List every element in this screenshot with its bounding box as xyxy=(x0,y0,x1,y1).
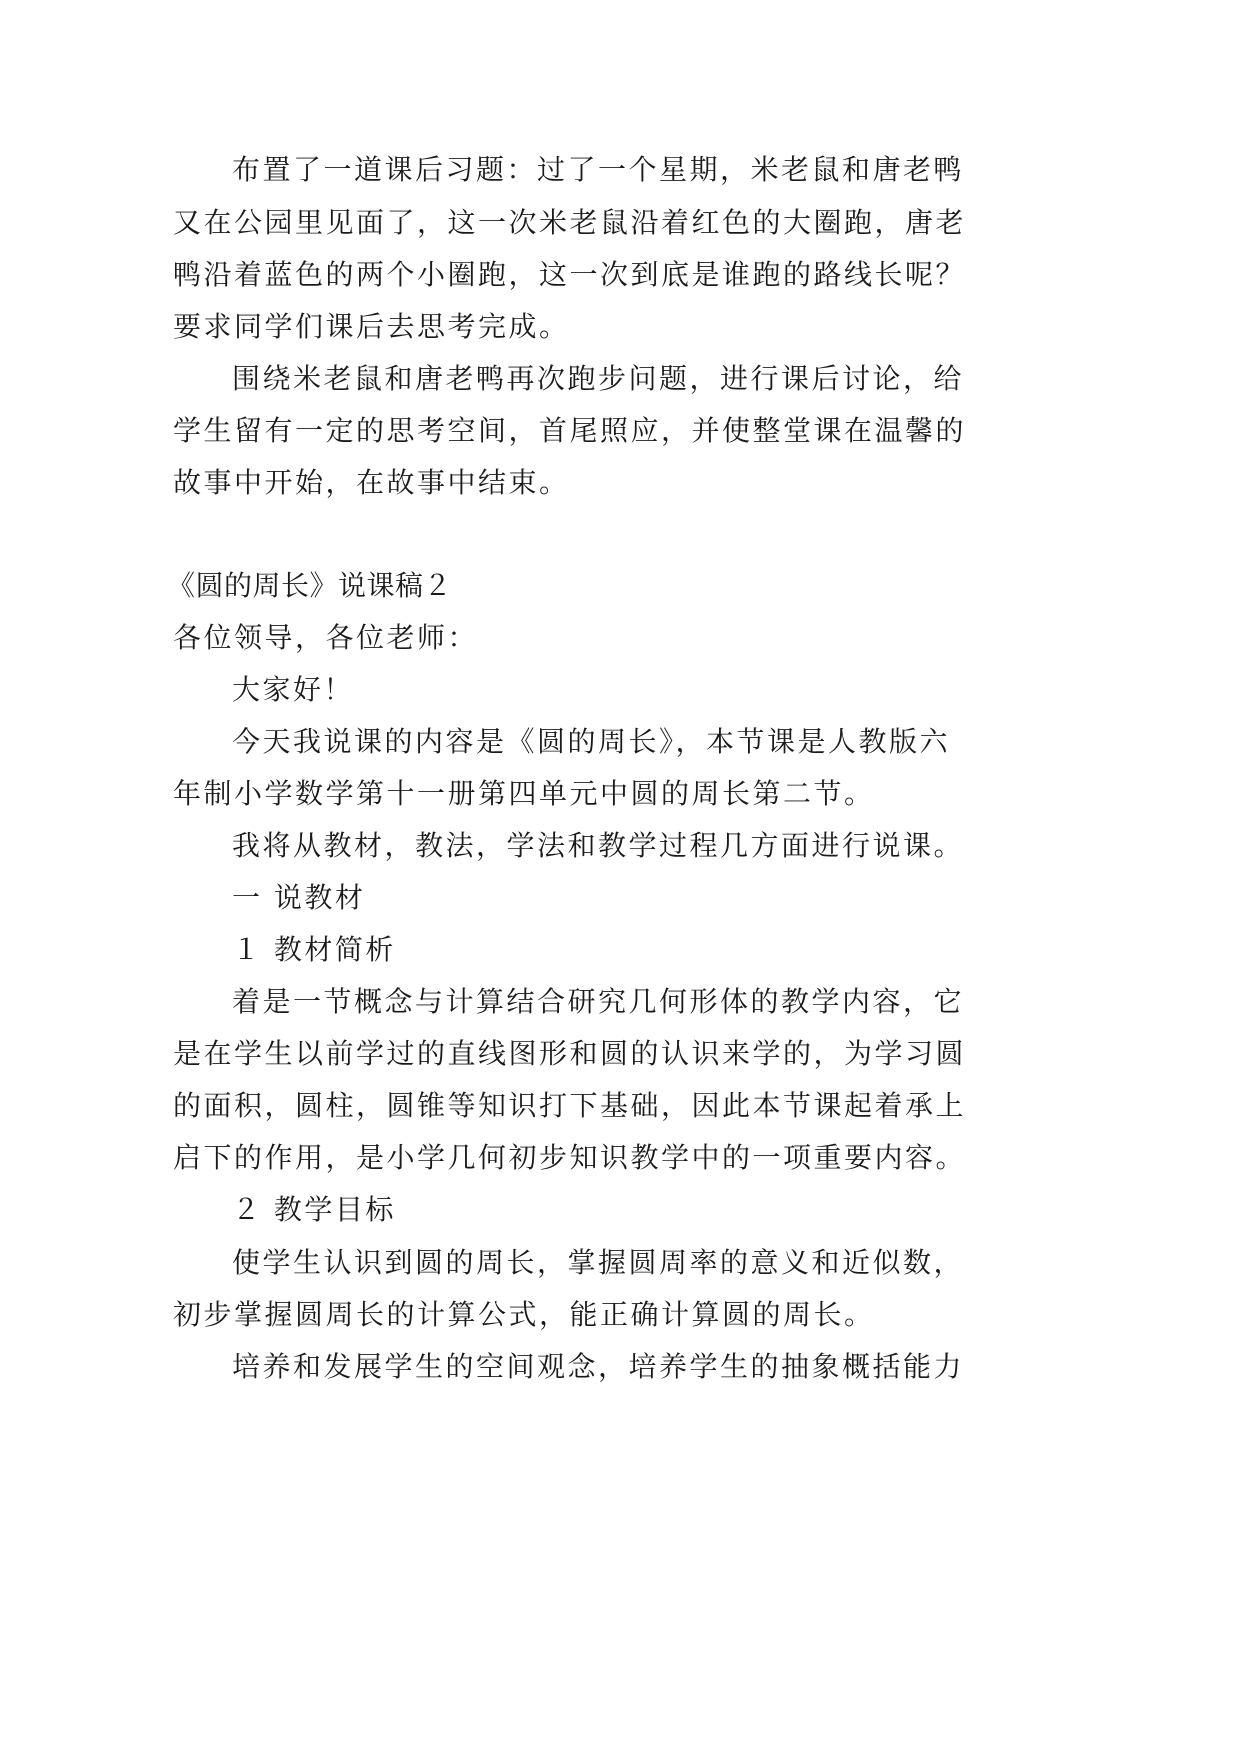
document-title: 《圆的周长》说课稿２ xyxy=(167,569,453,602)
paragraph-line: 初步掌握圆周长的计算公式，能正确计算圆的周长。 xyxy=(173,1298,875,1331)
paragraph-line: 启下的作用，是小学几何初步知识教学中的一项重要内容。 xyxy=(173,1141,967,1174)
hello-line: 大家好！ xyxy=(232,673,355,706)
paragraph-line: 要求同学们课后去思考完成。 xyxy=(173,310,570,343)
paragraph-line: 故事中开始，在故事中结束。 xyxy=(173,466,570,499)
paragraph-line: 培养和发展学生的空间观念，培养学生的抽象概括能力 xyxy=(232,1350,965,1383)
paragraph-line: 着是一节概念与计算结合研究几何形体的教学内容，它 xyxy=(232,985,965,1018)
paragraph-line: 我将从教材，教法，学法和教学过程几方面进行说课。 xyxy=(232,829,965,862)
paragraph-line: 的面积，圆柱，圆锥等知识打下基础，因此本节课起着承上 xyxy=(173,1089,967,1122)
paragraph-line: 布置了一道课后习题：过了一个星期，米老鼠和唐老鸭 xyxy=(232,153,965,186)
paragraph-line: 今天我说课的内容是《圆的周长》，本节课是人教版六 xyxy=(232,725,951,758)
subsection-heading: ２ 教学目标 xyxy=(232,1193,396,1226)
paragraph-line: 又在公园里见面了，这一次米老鼠沿着红色的大圈跑，唐老 xyxy=(173,206,967,239)
greeting: 各位领导，各位老师： xyxy=(173,621,479,654)
paragraph-line: 使学生认识到圆的周长，掌握圆周率的意义和近似数， xyxy=(232,1246,965,1279)
paragraph-line: 学生留有一定的思考空间，首尾照应，并使整堂课在温馨的 xyxy=(173,414,967,447)
paragraph-line: 是在学生以前学过的直线图形和圆的认识来学的，为学习圆 xyxy=(173,1037,967,1070)
paragraph-line: 年制小学数学第十一册第四单元中圆的周长第二节。 xyxy=(173,777,875,810)
section-heading: 一 说教材 xyxy=(232,881,366,914)
subsection-heading: １ 教材简析 xyxy=(232,933,396,966)
paragraph-line: 鸭沿着蓝色的两个小圈跑，这一次到底是谁跑的路线长呢？ xyxy=(173,258,967,291)
paragraph-line: 围绕米老鼠和唐老鸭再次跑步问题，进行课后讨论，给 xyxy=(232,362,965,395)
